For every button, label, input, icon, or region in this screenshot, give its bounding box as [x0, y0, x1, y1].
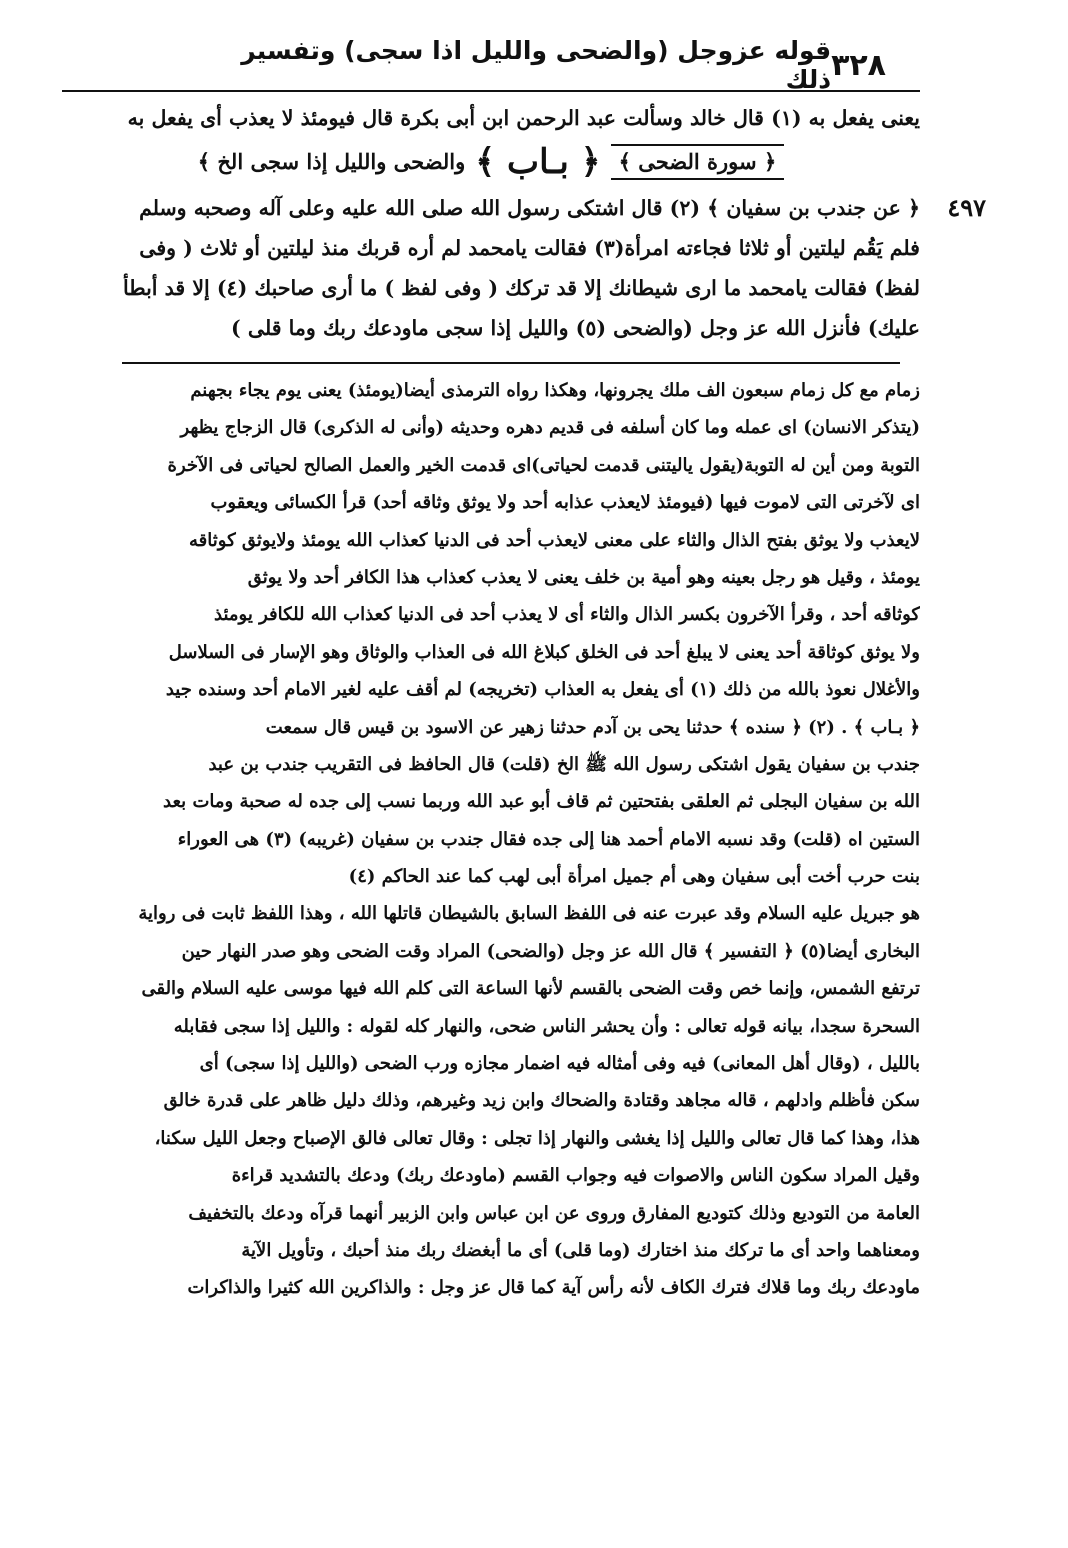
footnote-line: لايعذب ولا يوثق بفتح الذال والثاء على معنى لايعذب أحد فى الدنيا كعذاب الله يومئذ ولايوثق كوثاقه	[189, 529, 920, 551]
footnote-line: ولا يوثق كوثاقة أحد يعنى لا يبلغ أحد فى الخلق كبلاغ الله فى العذاب والوثاق وهو الإسار فى السلاسل	[168, 641, 920, 663]
footnote-line: هذا، وهذا كما قال تعالى والليل إذا يغشى والنهار إذا تجلى : وقال تعالى فالق الإصباح وجعل الليل سكنا،	[154, 1127, 920, 1149]
footnote-line: ومعناهما واحد أى ما تركك منذ اختارك (وما قلى) أى ما أبغضك ربك منذ أحبك ، وتأويل الآية	[241, 1239, 920, 1261]
footnote-line: كوثاقه أحد ، وقرأ الآخرون بكسر الذال والثاء أى لا يعذب أحد فى الدنيا كعذاب الله للكافر يومئذ	[214, 604, 920, 626]
page-header	[62, 36, 920, 94]
intro-line: يعنى يفعل به (١) قال خالد وسألت عبد الرحمن ابن أبى بكرة قال فيومئذ لا يعذب أى يفعل به	[127, 106, 920, 130]
footnote-line: هو جبريل عليه السلام وقد عبرت عنه فى اللفظ السابق بالشيطان قاتلها الله ، وهذا اللفظ ثابت فى رواية	[138, 903, 920, 925]
footnote-line: سكن فأظلم وادلهم ، قاله مجاهد وقتادة والضحاك وابن زيد وغيرهم، وذلك دليل ظاهر على قدرة خالق	[163, 1090, 920, 1112]
footnote-line: (يتذكر الانسان) اى عمله وما كان أسلفه فى قديم دهره وحديثه (وأنى له الذكرى) قال الزجاج يظهر	[180, 417, 920, 439]
footnotes	[62, 372, 920, 1307]
hadith-number: ٤٩٧	[947, 193, 986, 222]
hadith-line: ﴿ عن جندب بن سفيان ﴾ (٢) قال اشتكى رسول الله صلى الله عليه وعلى آله وصحبه وسلم	[139, 196, 920, 220]
footnote-line: ترتفع الشمس، وإنما خص وقت الضحى بالقسم لأنها الساعة التى كلم الله فيها موسى عليه السلام والقى	[141, 978, 920, 1000]
footnote-line: وقيل المراد سكون الناس والاصوات فيه وجواب القسم (ماودعك ربك) ودعك بالتشديد قراءة	[231, 1165, 920, 1187]
footnote-line: يومئذ ، وقيل هو رجل بعينه وهو أمية بن خلف يعنى لا يعذب كعذاب هذا الكافر أحد ولا يوثق	[247, 566, 920, 588]
footnote-line: التوبة ومن أين له التوبة(يقول ياليتنى قدمت لحياتى)اى قدمت الخير والعمل الصالح لحياتى فى الآخرة	[167, 454, 920, 476]
hadith-line: عليك) فأنزل الله عز وجل (والضحى (٥) والليل إذا سجى ماودعك ربك وما قلى )	[231, 316, 920, 340]
footnote-line: البخارى أيضا(٥) ﴿ التفسير ﴾ قال الله عز وجل (والضحى) المراد وقت الضحى وهو صدر النهار حين	[181, 940, 920, 962]
footnote-line: ﴿ بـاب ﴾ . (٢) ﴿ سنده ﴾ حدثنا يحى بن آدم حدثنا زهير عن الاسود بن قيس قال سمعت	[265, 716, 920, 738]
page-number: ٣٢٨	[831, 47, 886, 83]
chapter-heading	[62, 138, 920, 186]
book-page	[62, 36, 986, 1307]
footnote-divider	[122, 362, 900, 364]
main-text	[62, 98, 986, 348]
footnote-line: الستين اه (قلت) وقد نسبه الامام أحمد هنا إلى جده فقال جندب بن سفيان (غريبه) (٣) هى العوراء	[177, 828, 920, 850]
hadith-line: فلم يَقُم ليلتين أو ثلاثا فجاءته امرأة(٣) فقالت يامحمد لم أره قربك منذ ليلتين أو ثلاث ( وفى	[139, 236, 920, 260]
hadith-line: لفظ) فقالت يامحمد ما ارى شيطانك إلا قد تركك ( وفى لفظ ) ما أرى صاحبك (٤) إلا قد أبطأ	[123, 276, 920, 300]
footnote-line: العامة من التوديع وذلك كتوديع المفارق وروى عن ابن عباس وابن الزبير أنهما قرآه ودعك بالتخفيف	[188, 1202, 920, 1224]
hadith-block	[62, 188, 986, 348]
footnote-line: السحرة سجدا، بيانه قوله تعالى : وأن يحشر الناس ضحى، والنهار كله لقوله : والليل إذا سجى فقابله	[173, 1015, 920, 1037]
footnote-line: زمام مع كل زمام سبعون الف ملك يجرونها، وهكذا رواه الترمذى أيضا(يومئذ) يعنى يوم يجاء بجهنم	[190, 380, 920, 401]
footnote-line: الله بن سفيان البجلى ثم العلقى بفتحتين ثم قاف أبو عبد الله وربما نسب إلى جده له صحبة ومات بعد	[163, 791, 920, 813]
footnote-line: جندب بن سفيان يقول اشتكى رسول الله ﷺ الخ (قلت) قال الحافظ فى التقريب جندب بن عبد	[208, 753, 920, 775]
running-title: قوله عزوجل (والضحى والليل اذا سجى) وتفسير ذلك	[241, 36, 832, 94]
footnote-line: ماودعك ربك وما قلاك فترك الكاف لأنه رأس آية كما قال عز وجل : والذاكرين الله كثيرا والذاكرات	[187, 1277, 920, 1299]
bab-heading: ﴿ بـاب ﴾	[475, 142, 601, 182]
surah-title: ﴿ سورة الضحى ﴾	[611, 144, 785, 180]
footnote-line: اى لآخرتى التى لاموت فيها (فيومئذ لايعذب عذابه أحد ولا يوثق وثاقه أحد) قرأ الكسائى ويعقوب	[210, 492, 920, 514]
footnote-line: بنت حرب أخت أبى سفيان وهى أم جميل امرأة أبى لهب كما عند الحاكم (٤)	[348, 866, 920, 888]
footnote-line: والأغلال نعوذ بالله من ذلك (١) أى يفعل به العذاب (تخريجه) لم أقف عليه لغير الامام أحد وسنده جيد	[165, 679, 920, 701]
footnote-line: بالليل ، (وقال أهل المعانى) فيه وفى أمثاله فيه اضمار مجازه ورب الضحى (والليل إذا سجى) أى	[199, 1053, 920, 1075]
chapter-title: والضحى والليل إذا سجى الخ ﴾	[197, 149, 466, 174]
